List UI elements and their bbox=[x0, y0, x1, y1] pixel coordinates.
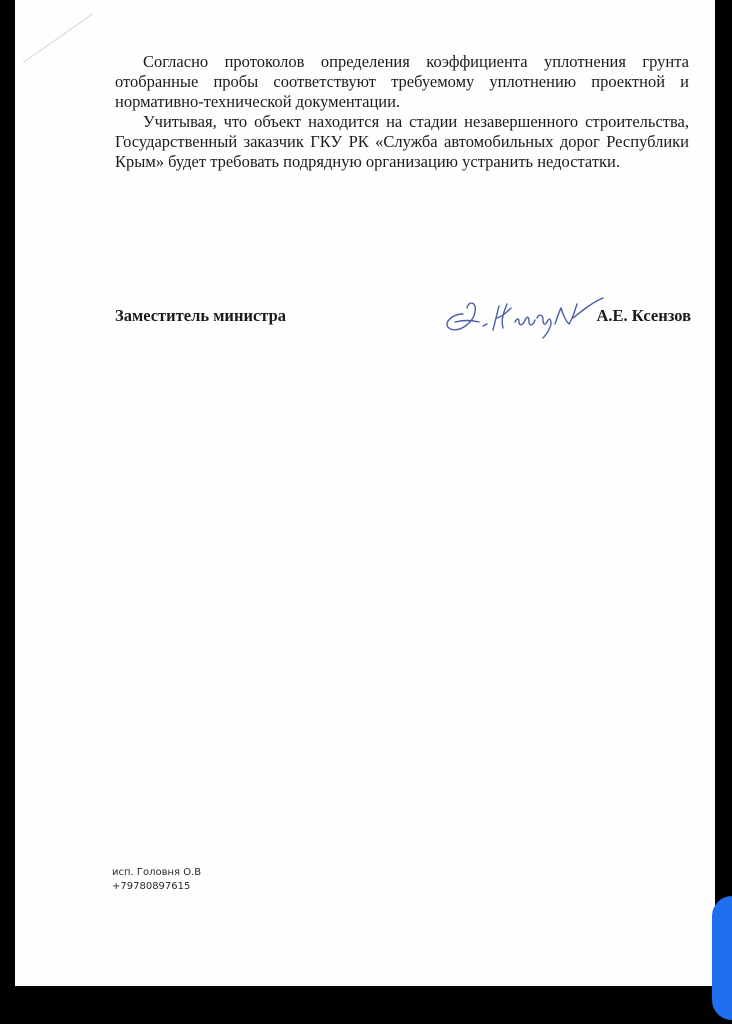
letter-body bbox=[115, 52, 689, 172]
signer-position: Заместитель министра bbox=[115, 306, 287, 325]
executor-phone: +79780897615 bbox=[112, 881, 191, 892]
paragraph-construction-stage: Учитывая, что объект находится на стадии незавершенного строительства, Государственный заказчик ГКУ РК «Служба автомобильных дорог Республики Крым» будет требовать подрядную организацию устранить недостатки. bbox=[115, 112, 689, 171]
executor-info bbox=[112, 866, 201, 894]
side-panel-tab[interactable] bbox=[712, 896, 732, 1020]
signer-name: А.Е. Ксензов bbox=[596, 306, 691, 325]
document-page bbox=[15, 0, 715, 986]
signature-icon bbox=[433, 284, 613, 344]
paragraph-compaction: Согласно протоколов определения коэффициента уплотнения грунта отобранные пробы соответствуют требуемому уплотнению проектной и нормативно-технической документации. bbox=[115, 52, 689, 111]
executor-name: исп. Головня О.В bbox=[112, 867, 202, 878]
